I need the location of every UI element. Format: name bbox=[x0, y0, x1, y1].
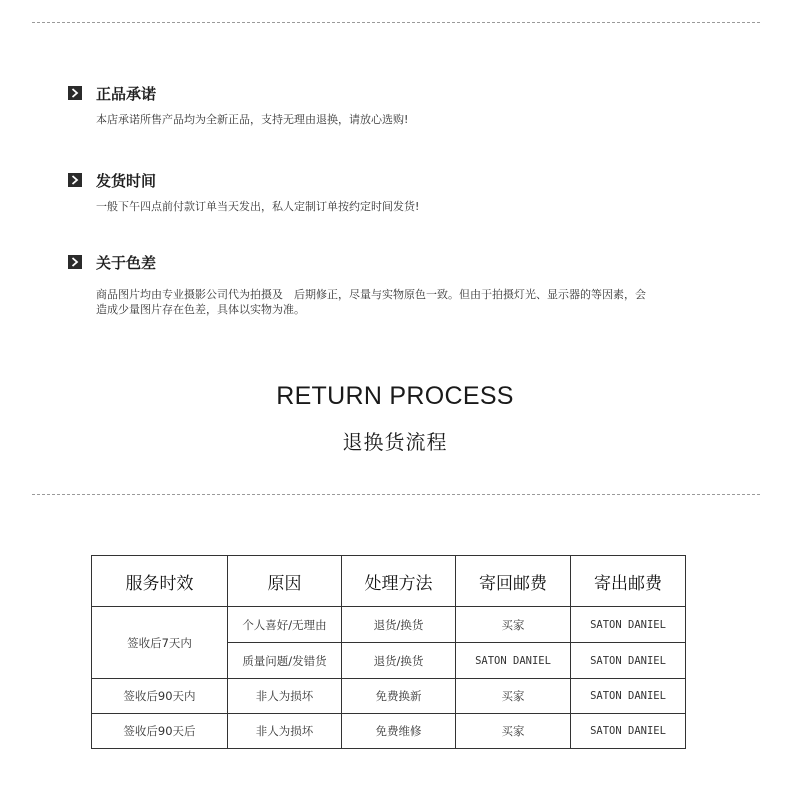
section-color-difference bbox=[68, 251, 728, 317]
cell-return-fee: SATON DANIEL bbox=[456, 643, 571, 679]
section-text-line: 商品图片均由专业摄影公司代为拍摄及 后期修正，尽量与实物原色一致。但由于拍摄灯光、显示器的等因素，会 bbox=[96, 288, 646, 301]
cell-ship-fee: SATON DANIEL bbox=[571, 679, 686, 714]
header-method: 处理方法 bbox=[342, 556, 456, 607]
chevron-right-icon bbox=[68, 173, 82, 187]
section-text bbox=[96, 287, 728, 317]
section-title: 发货时间 bbox=[96, 171, 157, 190]
section-text-line: 造成少量图片存在色差，具体以实物为准。 bbox=[96, 303, 305, 316]
cell-reason: 质量问题/发错货 bbox=[228, 643, 342, 679]
section-text: 一般下午四点前付款订单当天发出，私人定制订单按约定时间发货! bbox=[96, 200, 420, 213]
table-header-row bbox=[92, 556, 686, 607]
process-title-cn: 退换货流程 bbox=[342, 430, 448, 454]
section-shipping-time bbox=[68, 169, 728, 214]
cell-period: 签收后90天后 bbox=[92, 714, 228, 749]
section-title: 正品承诺 bbox=[96, 84, 157, 103]
cell-reason: 非人为损坏 bbox=[228, 679, 342, 714]
section-header bbox=[68, 169, 728, 191]
cell-return-fee: 买家 bbox=[456, 607, 571, 643]
section-header bbox=[68, 251, 728, 273]
cell-reason: 个人喜好/无理由 bbox=[228, 607, 342, 643]
cell-return-fee: 买家 bbox=[456, 714, 571, 749]
header-outbound-shipping: 寄出邮费 bbox=[571, 556, 686, 607]
top-divider bbox=[32, 22, 760, 23]
cell-period: 签收后90天内 bbox=[92, 679, 228, 714]
cell-period: 签收后7天内 bbox=[92, 607, 228, 679]
cell-ship-fee: SATON DANIEL bbox=[571, 607, 686, 643]
cell-method: 免费换新 bbox=[342, 679, 456, 714]
section-text: 本店承诺所售产品均为全新正品，支持无理由退换，请放心选购! bbox=[96, 113, 409, 126]
cell-ship-fee: SATON DANIEL bbox=[571, 643, 686, 679]
cell-method: 退货/换货 bbox=[342, 643, 456, 679]
chevron-right-icon bbox=[68, 86, 82, 100]
header-return-shipping: 寄回邮费 bbox=[456, 556, 571, 607]
table-row bbox=[92, 714, 686, 749]
section-header bbox=[68, 82, 728, 104]
header-reason: 原因 bbox=[228, 556, 342, 607]
cell-return-fee: 买家 bbox=[456, 679, 571, 714]
cell-reason: 非人为损坏 bbox=[228, 714, 342, 749]
process-title-en: RETURN PROCESS bbox=[276, 382, 514, 410]
cell-method: 退货/换货 bbox=[342, 607, 456, 643]
section-title: 关于色差 bbox=[96, 253, 157, 272]
return-policy-table bbox=[91, 555, 686, 749]
section-authentic-promise bbox=[68, 82, 728, 127]
cell-method: 免费维修 bbox=[342, 714, 456, 749]
header-service-period: 服务时效 bbox=[92, 556, 228, 607]
table-row bbox=[92, 607, 686, 643]
cell-ship-fee: SATON DANIEL bbox=[571, 714, 686, 749]
chevron-right-icon bbox=[68, 255, 82, 269]
middle-divider bbox=[32, 494, 760, 495]
table-row bbox=[92, 679, 686, 714]
